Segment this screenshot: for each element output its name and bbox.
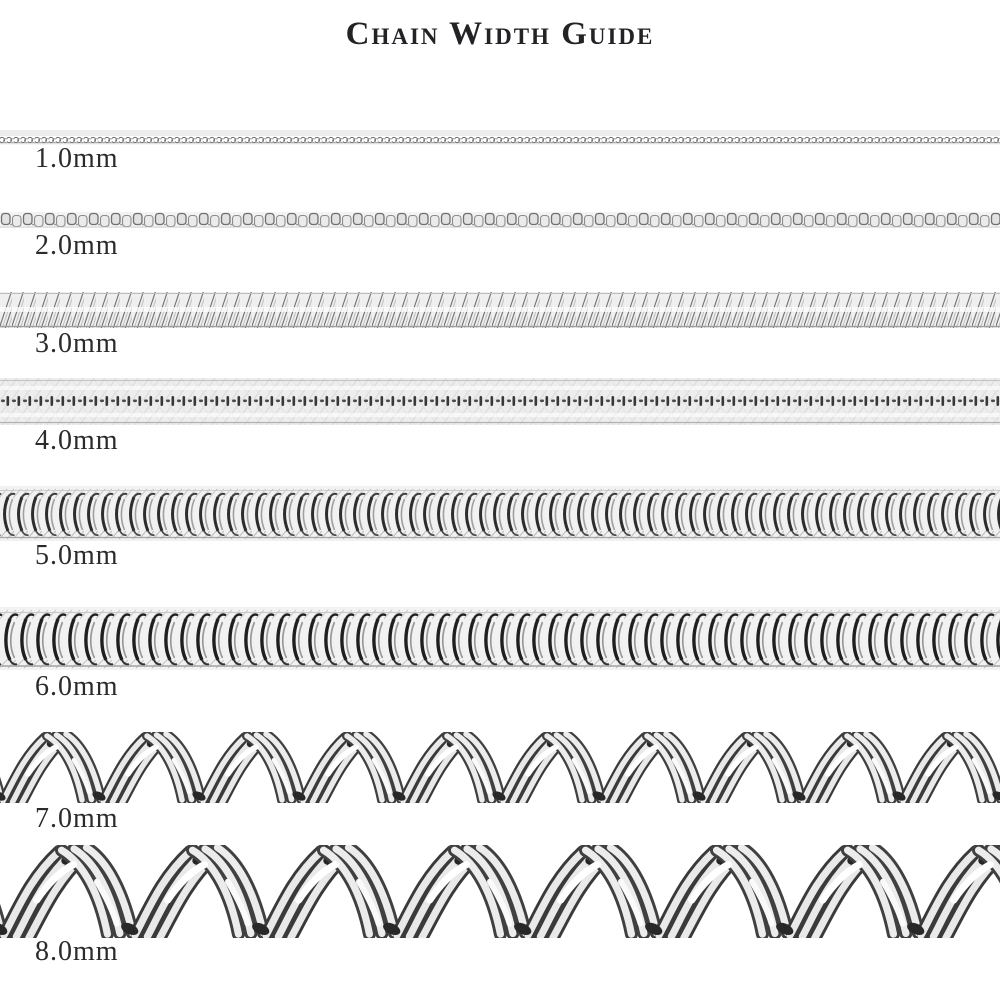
chain-width-label-3-0mm: 3.0mm <box>35 328 119 359</box>
chain-width-label-1-0mm: 1.0mm <box>35 143 119 174</box>
chain-image-2-0mm <box>0 209 1000 231</box>
chain-image-6-0mm <box>0 607 1000 670</box>
chain-width-label-4-0mm: 4.0mm <box>35 425 119 456</box>
chain-image-8-0mm <box>0 845 1000 938</box>
chain-image-7-0mm <box>0 732 1000 803</box>
chain-width-label-6-0mm: 6.0mm <box>35 671 119 702</box>
chain-image-3-0mm <box>0 292 1000 328</box>
chain-width-label-7-0mm: 7.0mm <box>35 803 119 834</box>
chain-image-1-0mm <box>0 128 1000 146</box>
chain-width-label-8-0mm: 8.0mm <box>35 936 119 967</box>
page-title: Chain Width Guide <box>345 16 655 52</box>
chain-image-4-0mm <box>0 378 1000 425</box>
chain-width-label-2-0mm: 2.0mm <box>35 230 119 261</box>
chain-width-label-5-0mm: 5.0mm <box>35 540 119 571</box>
chain-image-5-0mm <box>0 486 1000 541</box>
